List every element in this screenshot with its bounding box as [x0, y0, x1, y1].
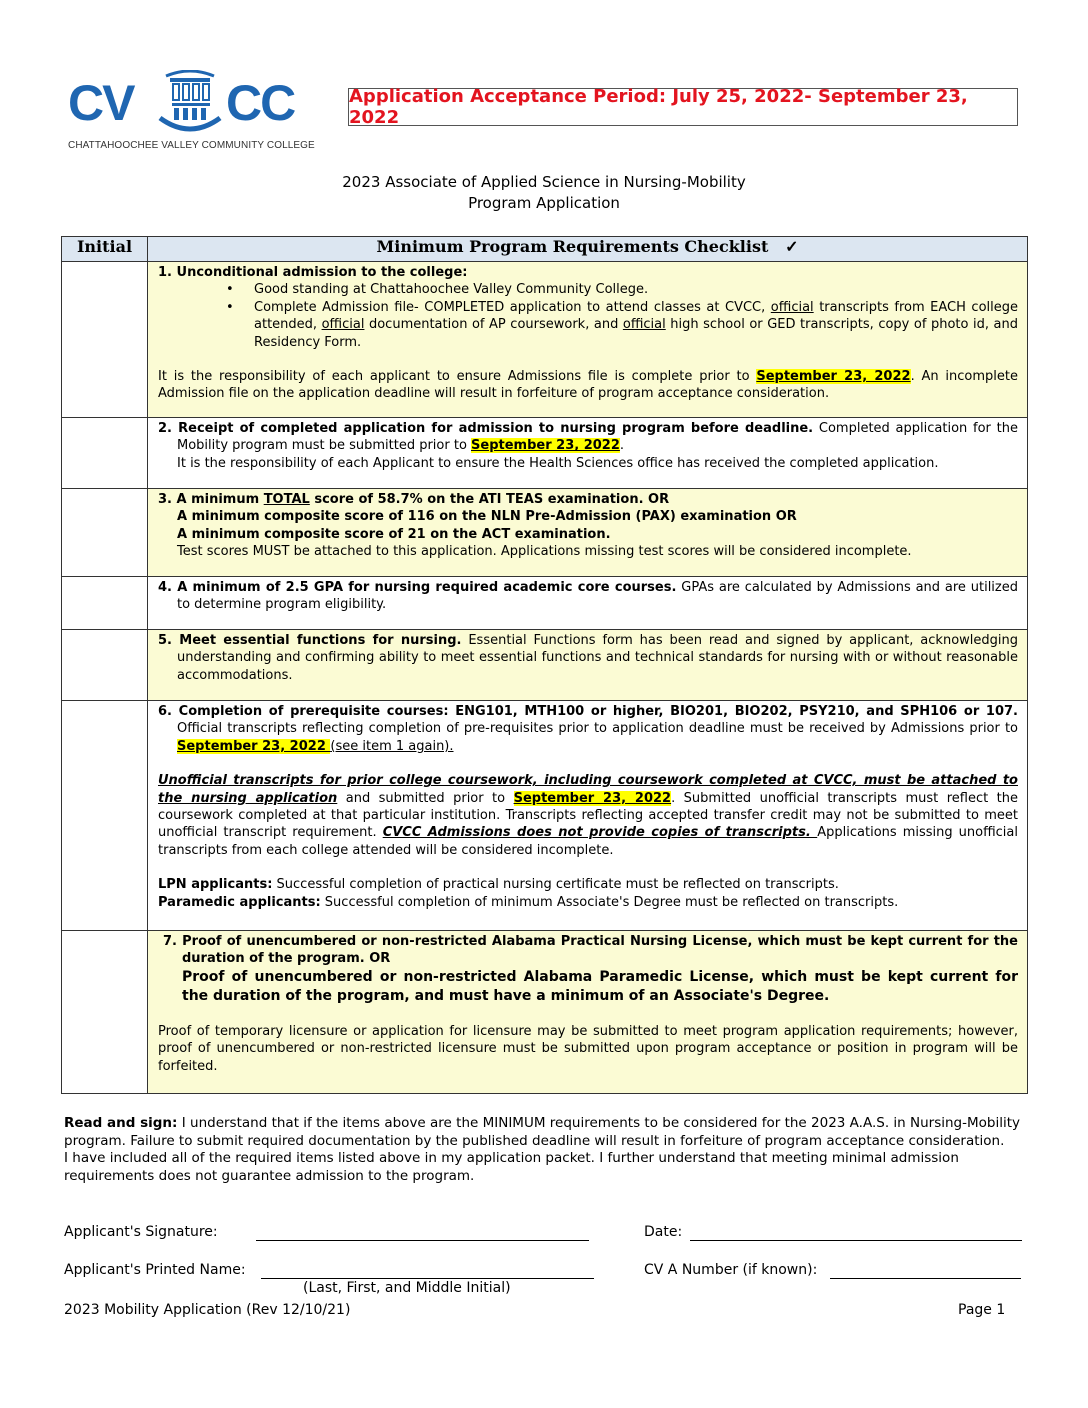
applicant-signature-label: Applicant's Signature:	[64, 1224, 218, 1240]
requirement-4	[148, 577, 1028, 630]
req6-paramedic: Paramedic applicants: Successful completion of minimum Associate's Degree must be reflected on transcripts.	[158, 894, 899, 910]
req2-text: 2. Receipt of completed application for admission to nursing program before deadline. Completed application for the Mobility program must be submitted prior to September 23, 2022.	[158, 421, 1019, 454]
table-row	[62, 577, 1028, 630]
req2-line-2: It is the responsibility of each Applicant to ensure the Health Sciences office has received the completed application.	[177, 455, 939, 471]
date-label: Date:	[644, 1224, 683, 1240]
deadline-date: September 23, 2022	[177, 738, 331, 754]
table-row	[62, 489, 1028, 577]
requirement-7	[148, 931, 1028, 1094]
requirement-3	[148, 489, 1028, 577]
initial-cell-4[interactable]	[62, 577, 148, 630]
initial-cell-7[interactable]	[62, 931, 148, 1094]
req3-line-4: Test scores MUST be attached to this application. Applications missing test scores will be considered incomplete.	[177, 544, 912, 560]
req7-line-2: Proof of unencumbered or non-restricted Alabama Paramedic License, which must be kept current for the duration of the program, and must have a minimum of an Associate's Degree.	[182, 968, 1018, 1004]
title-line-1: 2023 Associate of Applied Science in Nursing-Mobility	[342, 173, 746, 191]
table-row	[62, 418, 1028, 489]
table-header-row	[62, 237, 1028, 262]
requirement-1	[148, 262, 1028, 418]
printed-name-hint: (Last, First, and Middle Initial)	[303, 1280, 511, 1296]
req1-paragraph: It is the responsibility of each applicant to ensure Admissions file is complete prior to September 23, 2022. An incomplete Admission file on the application deadline will result in forfeiture of program acceptance consideration.	[158, 369, 1019, 402]
req1-bullet-1: • Good standing at Chattahoochee Valley Community College.	[254, 281, 1018, 298]
footer-page-number: Page 1	[958, 1302, 1006, 1318]
deadline-date: September 23, 2022	[513, 790, 672, 806]
header-checklist	[148, 237, 1028, 262]
req6-lpn: LPN applicants: Successful completion of practical nursing certificate must be reflected on transcripts.	[158, 877, 839, 893]
header-initial: Initial	[62, 237, 148, 262]
requirement-6	[148, 701, 1028, 931]
requirements-checklist-table	[61, 236, 1028, 1094]
applicant-signature-line[interactable]	[256, 1240, 589, 1241]
read-sign-text-1: I understand that if the items above are the MINIMUM requirements to be considered for the 2023 A.A.S. in Nursing-Mobility program. Failure to submit required documentation by the published deadline will result in forfeiture of program acceptance consideration.	[64, 1115, 1021, 1149]
initial-cell-6[interactable]	[62, 701, 148, 931]
date-line[interactable]	[690, 1240, 1022, 1241]
read-sign-label: Read and sign:	[64, 1115, 178, 1131]
check-mark-icon: ✓	[785, 237, 799, 256]
req7-line-1: 7. Proof of unencumbered or non-restricted Alabama Practical Nursing License, which must be kept current for the duration of the program. OR	[163, 934, 1018, 967]
requirement-5	[148, 630, 1028, 701]
req6-unofficial-transcripts: Unofficial transcripts for prior college coursework, including coursework completed at CVCC, must be attached to the nursing application and submitted prior to September 23, 2022. Submitted unofficial transcripts must reflect the coursework completed at that particular institution. Transcripts reflecting accepted transfer credit may not be submitted to meet unofficial transcript requirement. CVCC Admissions does not provide copies of transcripts. Applications missing unofficial transcripts from each college attended will be considered incomplete.	[158, 773, 1018, 858]
req1-bullet-2: • Complete Admission file- COMPLETED application to attend classes at CVCC, official transcripts from EACH college attended, official documentation of AP coursework, and official high school or GED transcripts, copy of photo id, and Residency Form.	[254, 299, 1018, 351]
logo-letters-left: CV	[68, 75, 134, 131]
acceptance-period-banner: Application Acceptance Period: July 25, 2022- September 23, 2022	[348, 88, 1018, 126]
req6-text: 6. Completion of prerequisite courses: ENG101, MTH100 or higher, BIO201, BIO202, PSY210, and SPH106 or 107. Official transcripts reflecting completion of pre-requisites prior to application deadline must be received by Admissions prior to September 23, 2022 (see item 1 again).	[158, 704, 1018, 754]
requirement-2	[148, 418, 1028, 489]
header-checklist-label: Minimum Program Requirements Checklist	[376, 237, 769, 256]
table-row	[62, 630, 1028, 701]
printed-name-line[interactable]	[261, 1278, 594, 1279]
cv-number-line[interactable]	[830, 1278, 1021, 1279]
req3-line-1: 3. A minimum TOTAL score of 58.7% on the ATI TEAS examination. OR	[158, 492, 670, 507]
initial-cell-3[interactable]	[62, 489, 148, 577]
initial-cell-1[interactable]	[62, 262, 148, 418]
read-and-sign-statement	[64, 1115, 1026, 1185]
building-emblem-icon	[158, 70, 222, 138]
document-title	[0, 172, 1088, 214]
college-logo	[66, 70, 315, 156]
req7-paragraph: Proof of temporary licensure or application for licensure may be submitted to meet program application requirements; however, proof of unencumbered or non-restricted licensure must be submitted upon program acceptance or position in program will be forfeited.	[158, 1023, 1018, 1074]
cv-number-label: CV A Number (if known):	[644, 1262, 818, 1278]
table-row	[62, 931, 1028, 1094]
initial-cell-2[interactable]	[62, 418, 148, 489]
deadline-date: September 23, 2022	[471, 438, 620, 454]
title-line-2: Program Application	[468, 194, 620, 212]
req4-text: 4. A minimum of 2.5 GPA for nursing required academic core courses. GPAs are calculated by Admissions and are utilized to determine program eligibility.	[158, 580, 1018, 613]
deadline-date: September 23, 2022	[756, 369, 911, 385]
req1-heading: 1. Unconditional admission to the college:	[158, 265, 468, 280]
table-row	[62, 701, 1028, 931]
table-row	[62, 262, 1028, 418]
initial-cell-5[interactable]	[62, 630, 148, 701]
req3-line-2: A minimum composite score of 116 on the NLN Pre-Admission (PAX) examination OR	[177, 509, 797, 525]
read-sign-text-2: I have included all of the required items listed above in my application packet. I further understand that meeting minimal admission requirements does not guarantee admission to the program.	[64, 1150, 959, 1184]
college-name: CHATTAHOOCHEE VALLEY COMMUNITY COLLEGE	[68, 140, 315, 151]
req5-text: 5. Meet essential functions for nursing. Essential Functions form has been read and signed by applicant, acknowledging understanding and confirming ability to meet essential functions and technical standards for nursing with or without reasonable accommodations.	[158, 633, 1018, 683]
logo-letters-right: CC	[226, 75, 295, 131]
printed-name-label: Applicant's Printed Name:	[64, 1262, 246, 1278]
req3-line-3: A minimum composite score of 21 on the ACT examination.	[177, 526, 611, 542]
footer-revision: 2023 Mobility Application (Rev 12/10/21)	[64, 1302, 351, 1318]
